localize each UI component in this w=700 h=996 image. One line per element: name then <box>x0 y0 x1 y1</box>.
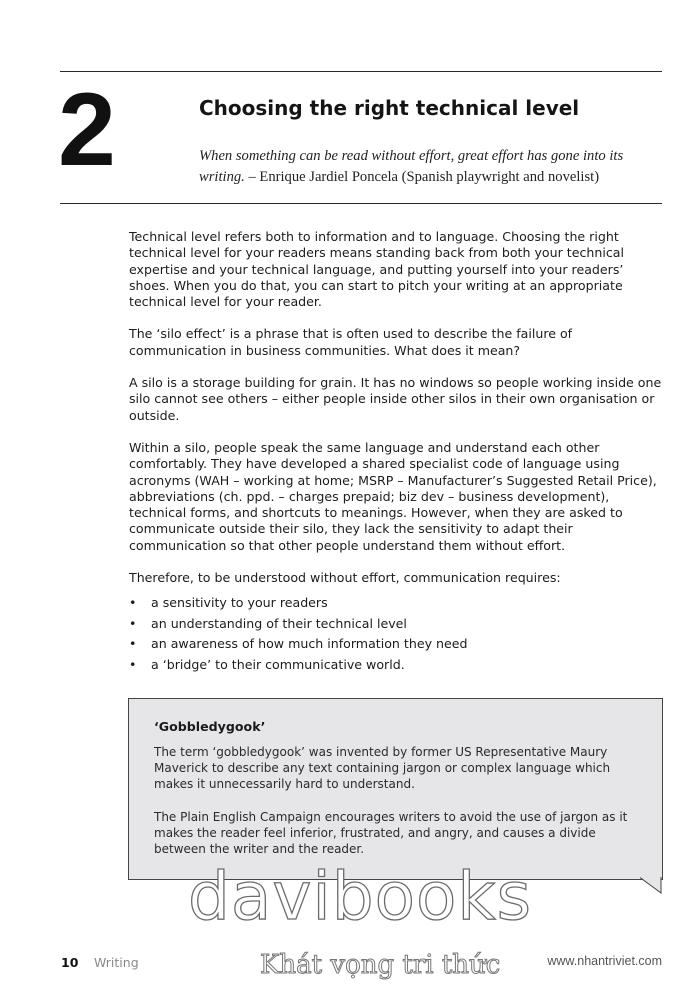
body-paragraph: Therefore, to be understood without effort, communication requires: <box>129 570 561 586</box>
epigraph-quote: When something can be read without effort, great effort has gone into its writing. <box>199 148 624 185</box>
callout-title: ‘Gobbledygook’ <box>154 719 266 734</box>
body-paragraph: Within a silo, people speak the same language and understand each other comfortably. They have developed a shared specialist code of language using acronyms (WAH – working at home; MSRP – Manufacturer’s Suggested Retail Price), abbreviations (ch. ppd. – charges prepaid; biz dev – business development), technical forms, and shortcuts to meanings. However, when they are asked to communicate outside their silo, they lack the sensitivity to adapt their communication so that other people understand them without effort. <box>129 439 657 553</box>
list-item <box>129 616 664 632</box>
top-rule <box>60 71 662 72</box>
list-item <box>129 595 664 611</box>
callout-paragraph: The Plain English Campaign encourages writers to avoid the use of jargon as it makes the reader feel inferior, frustrated, and angry, and causes a divide between the writer and the reader. <box>154 809 628 857</box>
section-name: Writing <box>94 955 139 970</box>
body-paragraph: Technical level refers both to information and to language. Choosing the right technical level for your readers means standing back from both your technical expertise and your technical language, and putting yourself into your readers’ shoes. When you do that, you can start to pitch your writing at an appropriate technical level for your reader. <box>129 229 625 310</box>
body-paragraph: The ‘silo effect’ is a phrase that is often used to describe the failure of communication in business communities. What does it mean? <box>129 326 573 358</box>
list-item-text: an understanding of their technical level <box>151 615 407 631</box>
list-item-text: a sensitivity to your readers <box>151 595 328 611</box>
bullet-icon: • <box>129 595 137 611</box>
list-item-text: a ‘bridge’ to their communicative world. <box>151 656 405 672</box>
main-text <box>129 229 664 677</box>
watermark-brand: davibooks <box>188 858 532 935</box>
list-item <box>129 636 664 652</box>
bullet-icon: • <box>129 615 137 631</box>
list-item <box>129 657 664 673</box>
chapter-number: 2 <box>58 72 114 188</box>
publisher-url: www.nhantriviet.com <box>547 954 662 968</box>
body-paragraph: A silo is a storage building for grain. It has no windows so people working inside one silo cannot see others – either people inside other silos in their own organisation or outside. <box>129 375 662 423</box>
bullet-icon: • <box>129 636 137 652</box>
header-bottom-rule <box>60 203 662 204</box>
bullet-icon: • <box>129 656 137 672</box>
callout-text <box>154 744 634 873</box>
list-item-text: an awareness of how much information they need <box>151 636 468 652</box>
callout-tail-icon <box>640 877 662 894</box>
callout-paragraph: The term ‘gobbledygook’ was invented by former US Representative Maury Maverick to describe any text containing jargon or complex language which makes it unnecessarily hard to understand. <box>154 745 611 792</box>
epigraph-attribution: – Enrique Jardiel Poncela (Spanish playwright and novelist) <box>244 169 600 185</box>
chapter-title: Choosing the right technical level <box>199 96 580 120</box>
page-number: 10 <box>61 955 79 970</box>
epigraph <box>199 146 659 188</box>
requirements-list <box>129 595 664 673</box>
watermark-tagline: Khát vọng tri thức <box>260 950 501 980</box>
